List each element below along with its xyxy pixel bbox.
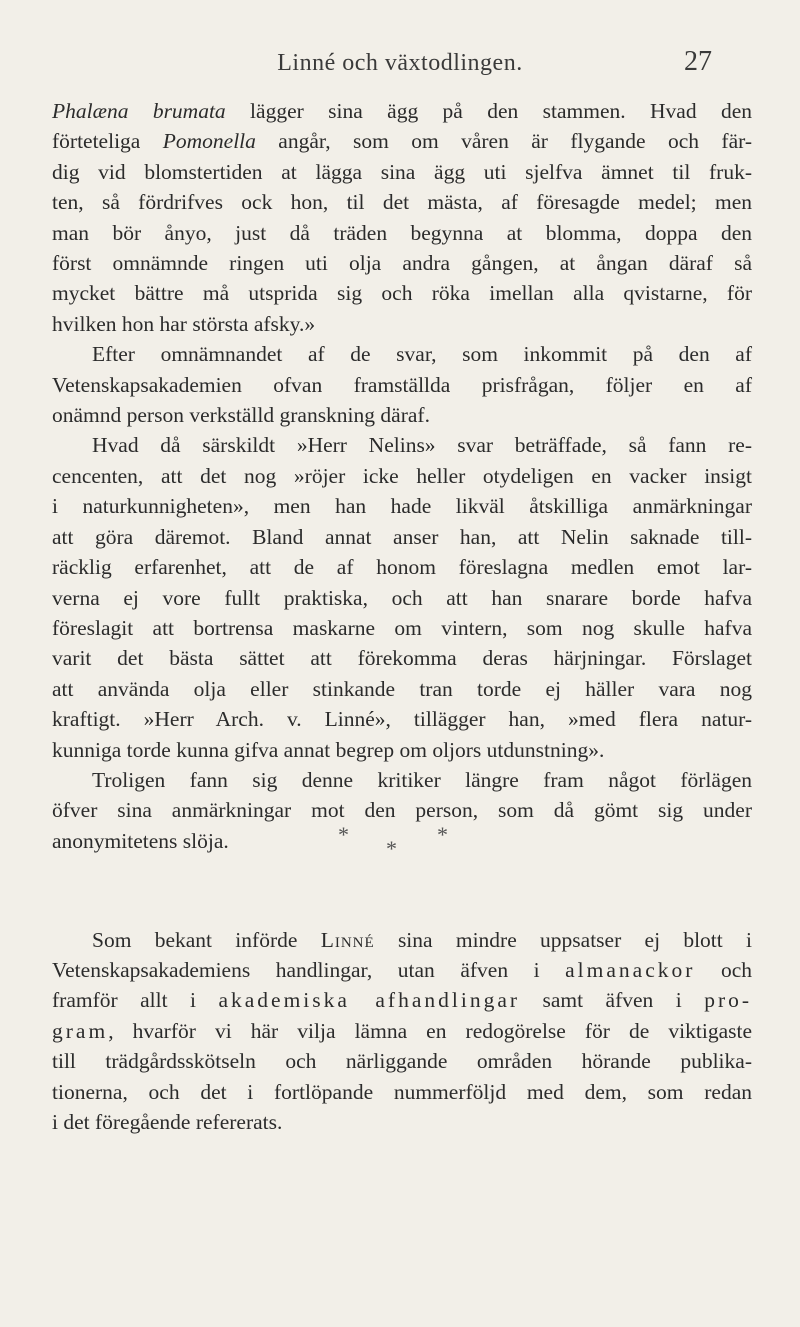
paragraph-2 [52,339,752,430]
text-line: kraftigt. »Herr Arch. v. Linné», tillägger han, »med flera natur- [52,707,752,732]
text-line: varit det bästa sättet att förekomma deras härjningar. Förslaget [52,646,752,671]
asterisk: * [338,822,349,847]
author-name: Linné [320,927,375,952]
text-line: hvilken hon har största afsky.» [52,311,316,336]
text-line: Troligen fann sig denne kritiker längre fram något förlägen [92,767,752,792]
text-line: öfver sina anmärkningar mot den person, som då gömt sig under [52,798,752,823]
text-span: sina mindre uppsatser ej blott i [374,927,752,952]
text-span: förteteliga [52,129,163,154]
text-line: mycket bättre må utsprida sig och röka imellan alla qvistarne, för [52,281,752,306]
page-number: 27 [684,46,712,77]
text-line: Vetenskapsakademien ofvan framställda prisfrågan, följer en af [52,372,752,397]
text-line: först omnämnde ringen uti olja andra gången, at ångan däraf så [52,251,752,276]
paragraph-1 [52,96,752,339]
text-line: onämnd person verkställd granskning däraf. [52,403,430,428]
text-line: räcklig erfarenhet, att de af honom föreslagna medlen emot lar- [52,555,752,580]
text-line: man bör ånyo, just då träden begynna at blomma, doppa den [52,220,752,245]
text-line: tionerna, och det i fortlöpande nummerföljd med dem, som redan [52,1079,752,1104]
species-name: Pomonella [162,129,256,154]
text-line [52,126,752,156]
text-span: lägger sina ägg på den stammen. Hvad den [225,99,752,123]
text-span: angår, som om våren är flygande och fär- [255,129,753,154]
running-head: Linné och växtodlingen. [277,50,523,76]
text-span: framför allt i [52,988,219,1013]
text-line: i det föregående refererats. [52,1109,283,1134]
text-line: anonymitetens slöja. [52,828,229,853]
emphasis-spaced: pro- [704,988,753,1013]
emphasis-spaced: gram [52,1018,109,1043]
text-line: till trädgårdsskötseln och närliggande områden hörande publika- [52,1049,752,1074]
text-span: , hvarför vi här vilja lämna en redogörelse för de viktigaste [108,1018,752,1043]
text-line: dig vid blomstertiden at lägga sina ägg uti sjelfva ämnet til fruk- [52,159,752,184]
text-line: föreslagit att bortrensa maskarne om vintern, som nog skulle hafva [52,615,752,640]
text-span: samt äfven i [520,988,705,1013]
text-line [52,985,752,1015]
text-span: Som bekant införde [92,927,321,952]
main-text [52,96,752,856]
text-line: cencenten, att det nog »röjer icke heller otydeligen en vacker insigt [52,463,752,488]
text-line: verna ej vore fullt praktiska, och att han snarare borde hafva [52,585,752,610]
paragraph-5 [52,925,752,1138]
text-line [52,955,752,985]
text-line: Hvad då särskildt »Herr Nelins» svar beträffade, så fann re- [92,433,752,458]
text-line: att använda olja eller stinkande tran torde ej häller vara nog [52,676,752,701]
asterisk: * [437,822,448,847]
text-line: kunniga torde kunna gifva annat begrep om oljors utdunstning». [52,737,605,762]
emphasis-spaced: almanackor [565,957,696,982]
emphasis-spaced: akademiska afhandlingar [218,988,521,1013]
section-text [52,903,752,1159]
asterism-divider [0,822,800,862]
text-line: ten, så fördrifves ock hon, til det mästa, af föresagde medel; men [52,190,752,215]
text-span: Vetenskapsakademiens handlingar, utan äfven i [52,957,566,982]
text-line: i naturkunnigheten», men han hade likväl åtskilliga anmärkningar [52,494,752,519]
text-line: att göra däremot. Bland annat anser han, att Nelin saknade till- [52,524,752,549]
paragraph-3 [52,430,752,764]
text-line [52,96,752,126]
asterisk: * [386,836,397,861]
text-line [52,925,752,955]
text-line [52,1016,752,1046]
text-line: Efter omnämnandet af de svar, som inkommit på den af [92,342,752,367]
text-span: och [695,957,753,982]
species-name: Phalæna brumata [52,99,226,123]
